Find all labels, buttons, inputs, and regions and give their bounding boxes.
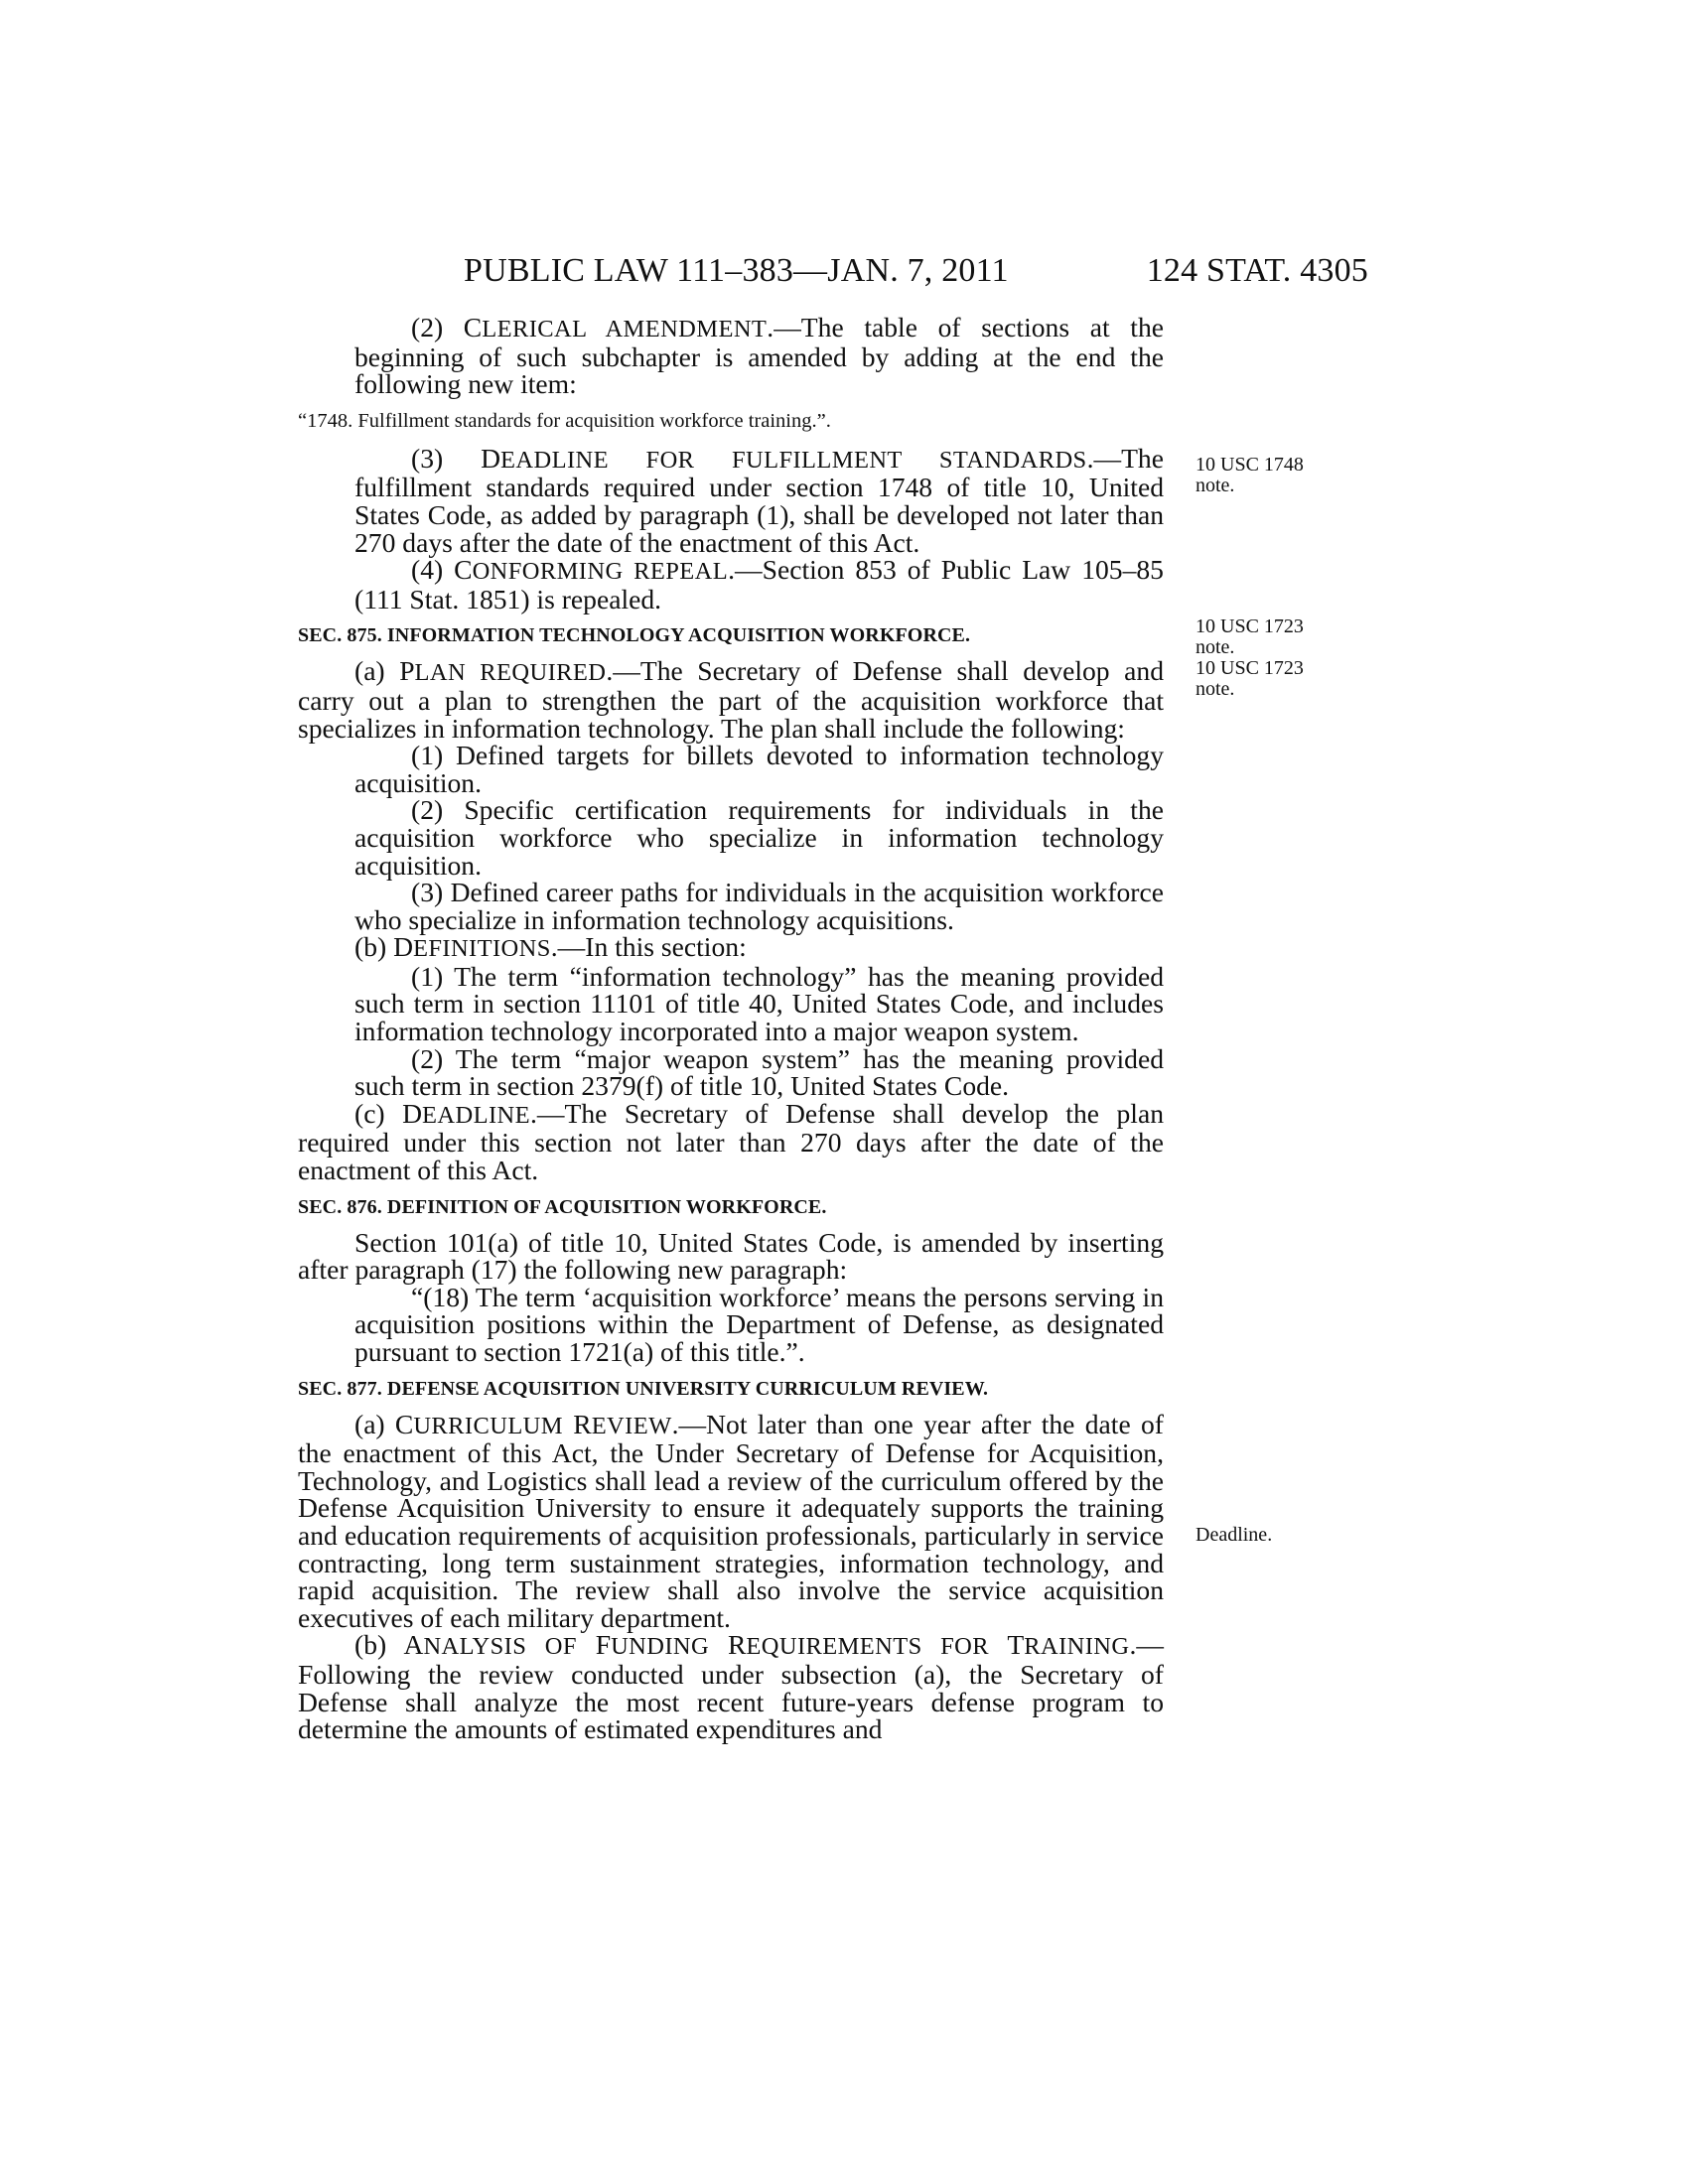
paragraph-875-a-3: (3) Defined career paths for individuals in the acquisition workforce who specialize in information technology acquisitions.: [354, 877, 1164, 935]
section-876-quoted-paragraph: “(18) The term ‘acquisition workforce’ means the persons serving in acquisition positions within the Department of Defense, as designated pursuant to section 1721(a) of this title.”.: [354, 1281, 1164, 1367]
margin-note-deadline: Deadline.: [1196, 1524, 1273, 1546]
subsection-875-c: (c) DEADLINE.—The Secretary of Defense shall develop the plan required under this section not later than 270 days after the date of the enactment of this Act.: [298, 1097, 1165, 1186]
table-of-sections-item: “1748. Fulfillment standards for acquisition workforce training.”.: [298, 409, 831, 432]
section-heading-876: SEC. 876. DEFINITION OF ACQUISITION WORKFORCE.: [298, 1195, 827, 1218]
subsection-875-b: (b) DEFINITIONS.—In this section:: [354, 931, 747, 963]
paragraph-875-b-1: (1) The term “information technology” has the meaning provided such term in section 11101 of title 40, United States Code, and includes information technology incorporated into a major weapon system.: [354, 960, 1164, 1047]
subsection-877-a: (a) CURRICULUM REVIEW.—Not later than one year after the date of the enactment of this Act, the Under Secretary of Defense for Acquisition, Technology, and Logistics shall lead a review of the curriculum offered by the Defense Acquisition University to ensure it adequately supports the training and education requirements of acquisition professionals, particularly in service contracting, long term sustainment strategies, information technology, and rapid acquisition. The review shall also involve the service acquisition executives of each military department.: [298, 1408, 1164, 1633]
margin-note-citation: [1196, 616, 1304, 658]
paragraph-conforming-repeal: (4) CONFORMING REPEAL.—Section 853 of Public Law 105–85 (111 Stat. 1851) is repealed.: [354, 554, 1164, 614]
subsection-877-b: (b) ANALYSIS OF FUNDING REQUIREMENTS FOR TRAINING.—Following the review conducted under subsection (a), the Secretary of Defense shall analyze the most recent future-years defense program to determine the amounts of estimated expenditures and: [298, 1629, 1164, 1745]
running-header-page-number: 124 STAT. 4305: [1146, 252, 1368, 289]
margin-note-line: 10 USC 1723: [1196, 615, 1304, 637]
paragraph-875-a-2: (2) Specific certification requirements for individuals in the acquisition workforce who specialize in information technology acquisition.: [354, 794, 1164, 881]
section-876-text: Section 101(a) of title 10, United States Code, is amended by inserting after paragraph (17) the following new paragraph:: [298, 1226, 1164, 1286]
paragraph-deadline-fulfillment-standards: (3) DEADLINE FOR FULFILLMENT STANDARDS.—The fulfillment standards required under section 1748 of title 10, United States Code, as added by paragraph (1), shall be developed not later than 270 days after the date of the enactment of this Act.: [354, 442, 1164, 558]
margin-note-line: 10 USC 1723: [1196, 657, 1304, 679]
paragraph-clerical-amendment: (2) CLERICAL AMENDMENT.—The table of sections at the beginning of such subchapter is amended by adding at the end the following new item:: [354, 312, 1164, 400]
margin-note-line: note.: [1196, 475, 1235, 496]
paragraph-875-a-1: (1) Defined targets for billets devoted to information technology acquisition.: [354, 740, 1164, 798]
section-heading-875: SEC. 875. INFORMATION TECHNOLOGY ACQUISITION WORKFORCE.: [298, 624, 971, 647]
margin-note-line: 10 USC 1748: [1196, 454, 1304, 476]
running-header-title: PUBLIC LAW 111–383—JAN. 7, 2011: [464, 252, 1009, 289]
margin-note-citation: [1196, 658, 1304, 700]
margin-note-line: note.: [1196, 678, 1235, 700]
subsection-875-a: (a) PLAN REQUIRED.—The Secretary of Defense shall develop and carry out a plan to strengthen the part of the acquisition workforce that specializes in information technology. The plan shall include the following:: [298, 655, 1164, 744]
paragraph-875-b-2: (2) The term “major weapon system” has the meaning provided such term in section 2379(f) of title 10, United States Code.: [354, 1042, 1164, 1102]
section-heading-877: SEC. 877. DEFENSE ACQUISITION UNIVERSITY CURRICULUM REVIEW.: [298, 1377, 989, 1400]
margin-note-line: note.: [1196, 636, 1235, 658]
margin-note-citation: [1196, 455, 1304, 496]
document-body: [298, 314, 1164, 1743]
